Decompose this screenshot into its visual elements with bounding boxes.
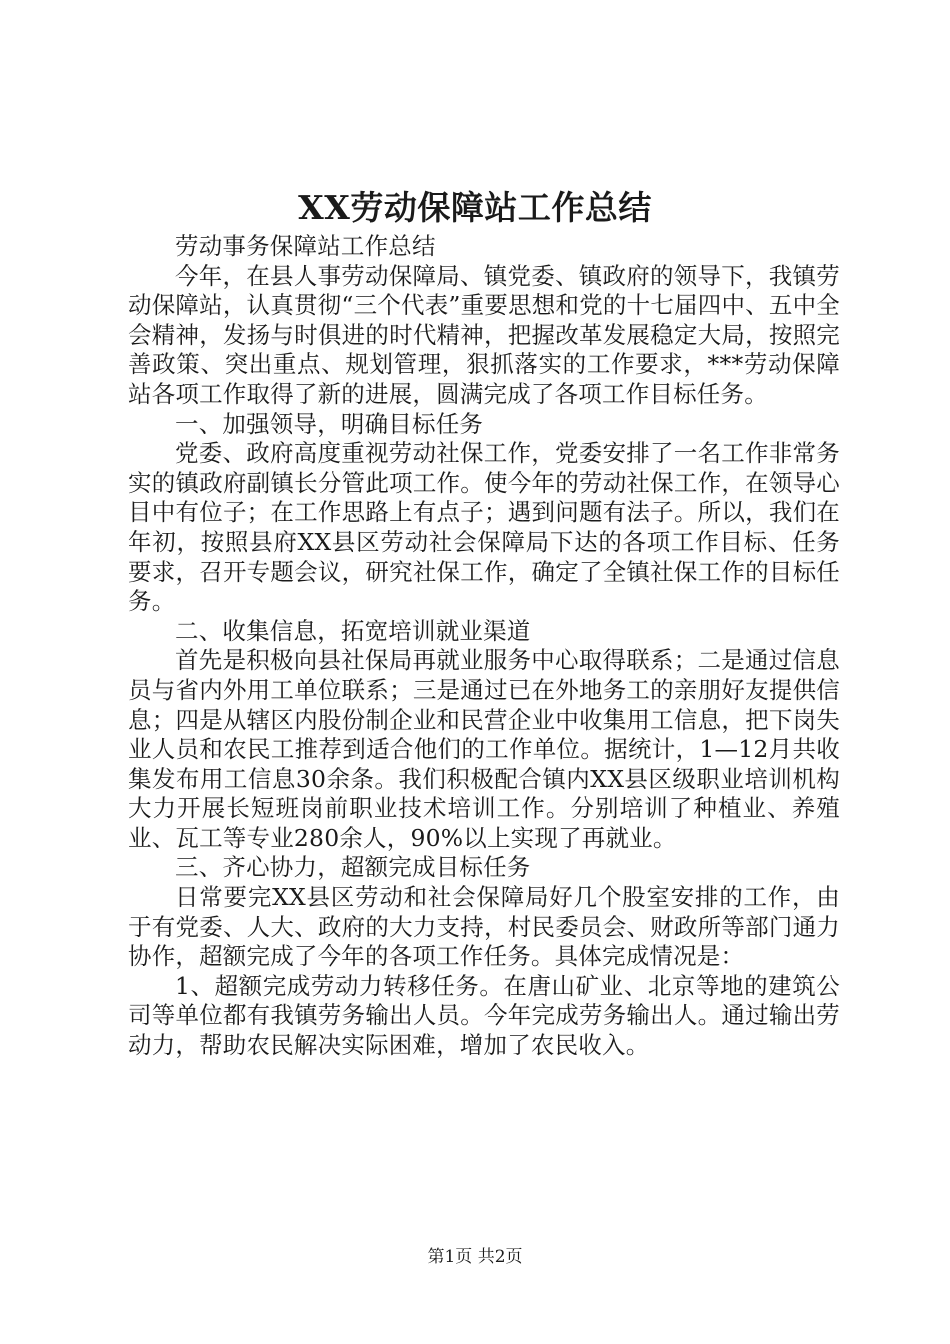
section-2-paragraph: 首先是积极向县社保局再就业服务中心取得联系；二是通过信息员与省内外用工单位联系；三是通过已在外地务工的亲朋好友提供信息；四是从辖区内股份制企业和民营企业中收集用工信息，把下岗失业人员和农民工推荐到适合他们的工作单位。据统计，1—12月共收集发布用工信息30余条。我们积极配合镇内XX县区级职业培训机构大力开展长短班岗前职业技术培训工作。分别培训了种植业、养殖业、瓦工等专业280余人，90%以上实现了再就业。 bbox=[128, 646, 840, 852]
page-footer: 第1页 共2页 bbox=[427, 1247, 523, 1267]
section-3-paragraph: 日常要完XX县区劳动和社会保障局好几个股室安排的工作，由于有党委、人大、政府的大力支持，村民委员会、财政所等部门通力协作，超额完成了今年的各项工作任务。具体完成情况是： bbox=[128, 883, 840, 971]
document-body bbox=[128, 232, 840, 1061]
section-heading-1: 一、加强领导，明确目标任务 bbox=[175, 409, 484, 438]
section-heading-2: 二、收集信息，拓宽培训就业渠道 bbox=[175, 616, 531, 645]
item-1-paragraph: 1、超额完成劳动力转移任务。在唐山矿业、北京等地的建筑公司等单位都有我镇劳务输出人员。今年完成劳务输出人。通过输出劳动力，帮助农民解决实际困难，增加了农民收入。 bbox=[128, 971, 840, 1060]
section-1-paragraph: 党委、政府高度重视劳动社保工作，党委安排了一名工作非常务实的镇政府副镇长分管此项工作。使今年的劳动社保工作，在领导心目中有位子；在工作思路上有点子；遇到问题有法子。所以，我们在年初，按照县府XX县区劳动社会保障局下达的各项工作目标、任务要求，召开专题会议，研究社保工作，确定了全镇社保工作的目标任务。 bbox=[128, 439, 840, 616]
subtitle-paragraph: 劳动事务保障站工作总结 bbox=[175, 232, 436, 260]
section-heading-3: 三、齐心协力，超额完成目标任务 bbox=[175, 853, 531, 882]
document-title: XX劳动保障站工作总结 bbox=[298, 188, 652, 227]
intro-paragraph: 今年，在县人事劳动保障局、镇党委、镇政府的领导下，我镇劳动保障站，认真贯彻“三个代表”重要思想和党的十七届四中、五中全会精神，发扬与时俱进的时代精神，把握改革发展稳定大局，按照完善政策、突出重点、规划管理，狠抓落实的工作要求，***劳动保障站各项工作取得了新的进展，圆满完成了各项工作目标任务。 bbox=[128, 261, 840, 408]
